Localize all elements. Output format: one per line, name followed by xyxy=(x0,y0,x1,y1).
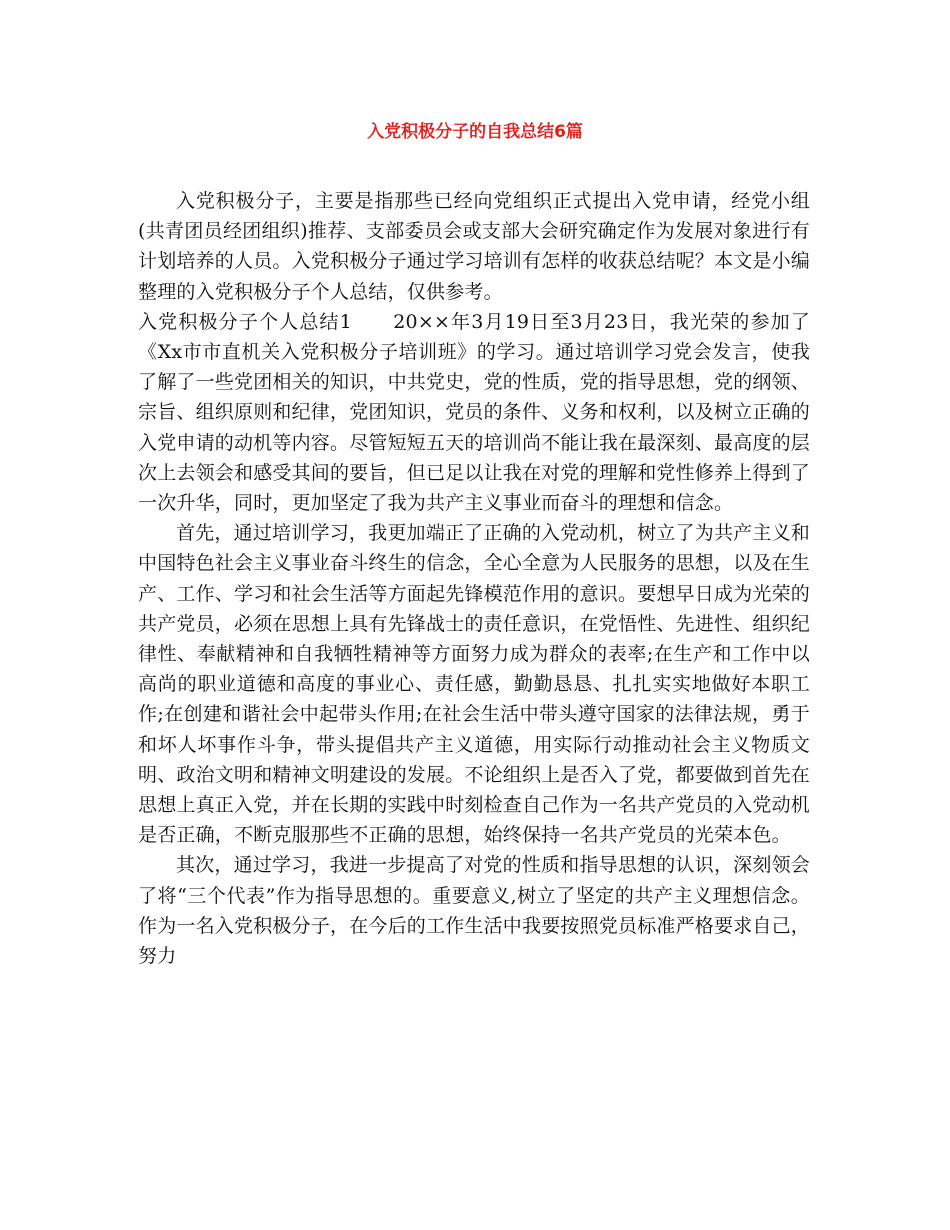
second-point-paragraph: 其次，通过学习，我进一步提高了对党的性质和指导思想的认识，深刻领会了将“三个代表”作为指导思想的。重要意义,树立了坚定的共产主义理想信念。作为一名入党积极分子，在今后的工作生活中我要按照党员标准严格要求自己，努力 xyxy=(138,854,811,968)
summary-1-paragraph: 入党积极分子个人总结1 20××年3月19日至3月23日，我光荣的参加了《Xx市市直机关入党积极分子培训班》的学习。通过培训学习党会发言，使我了解了一些党团相关的知识，中共党史，党的性质，党的指导思想，党的纲领、宗旨、组织原则和纪律，党团知识，党员的条件、义务和权利，以及树立正确的入党申请的动机等内容。尽管短短五天的培训尚不能让我在最深刻、最高度的层次上去领会和感受其间的要旨，但已足以让我在对党的理解和党性修养上得到了一次升华，同时，更加坚定了我为共产主义事业而奋斗的理想和信念。 xyxy=(138,310,811,515)
document-body xyxy=(138,186,810,971)
document-title: 入党积极分子的自我总结6篇 xyxy=(367,122,583,142)
first-point-paragraph: 首先，通过培训学习，我更加端正了正确的入党动机，树立了为共产主义和中国特色社会主义事业奋斗终生的信念，全心全意为人民服务的思想，以及在生产、工作、学习和社会生活等方面起先锋模范作用的意识。要想早日成为光荣的共产党员，必须在思想上具有先锋战士的责任意识，在党悟性、先进性、组织纪律性、奉献精神和自我牺牲精神等方面努力成为群众的表率;在生产和工作中以高尚的职业道德和高度的事业心、责任感，勤勤恳恳、扎扎实实地做好本职工作;在创建和谐社会中起带头作用;在社会生活中带头遵守国家的法律法规，勇于和坏人坏事作斗争，带头提倡共产主义道德，用实际行动推动社会主义物质文明、政治文明和精神文明建设的发展。不论组织上是否入了党，都要做到首先在思想上真正入党，并在长期的实践中时刻检查自己作为一名共产党员的入党动机是否正确，不断克服那些不正确的思想，始终保持一名共产党员的光荣本色。 xyxy=(138,522,811,847)
intro-paragraph: 入党积极分子，主要是指那些已经向党组织正式提出入党申请，经党小组(共青团员经团组织)推荐、支部委员会或支部大会研究确定作为发展对象进行有计划培养的人员。入党积极分子通过学习培训有怎样的收获总结呢？本文是小编整理的入党积极分子个人总结，仅供参考。 xyxy=(138,190,811,303)
